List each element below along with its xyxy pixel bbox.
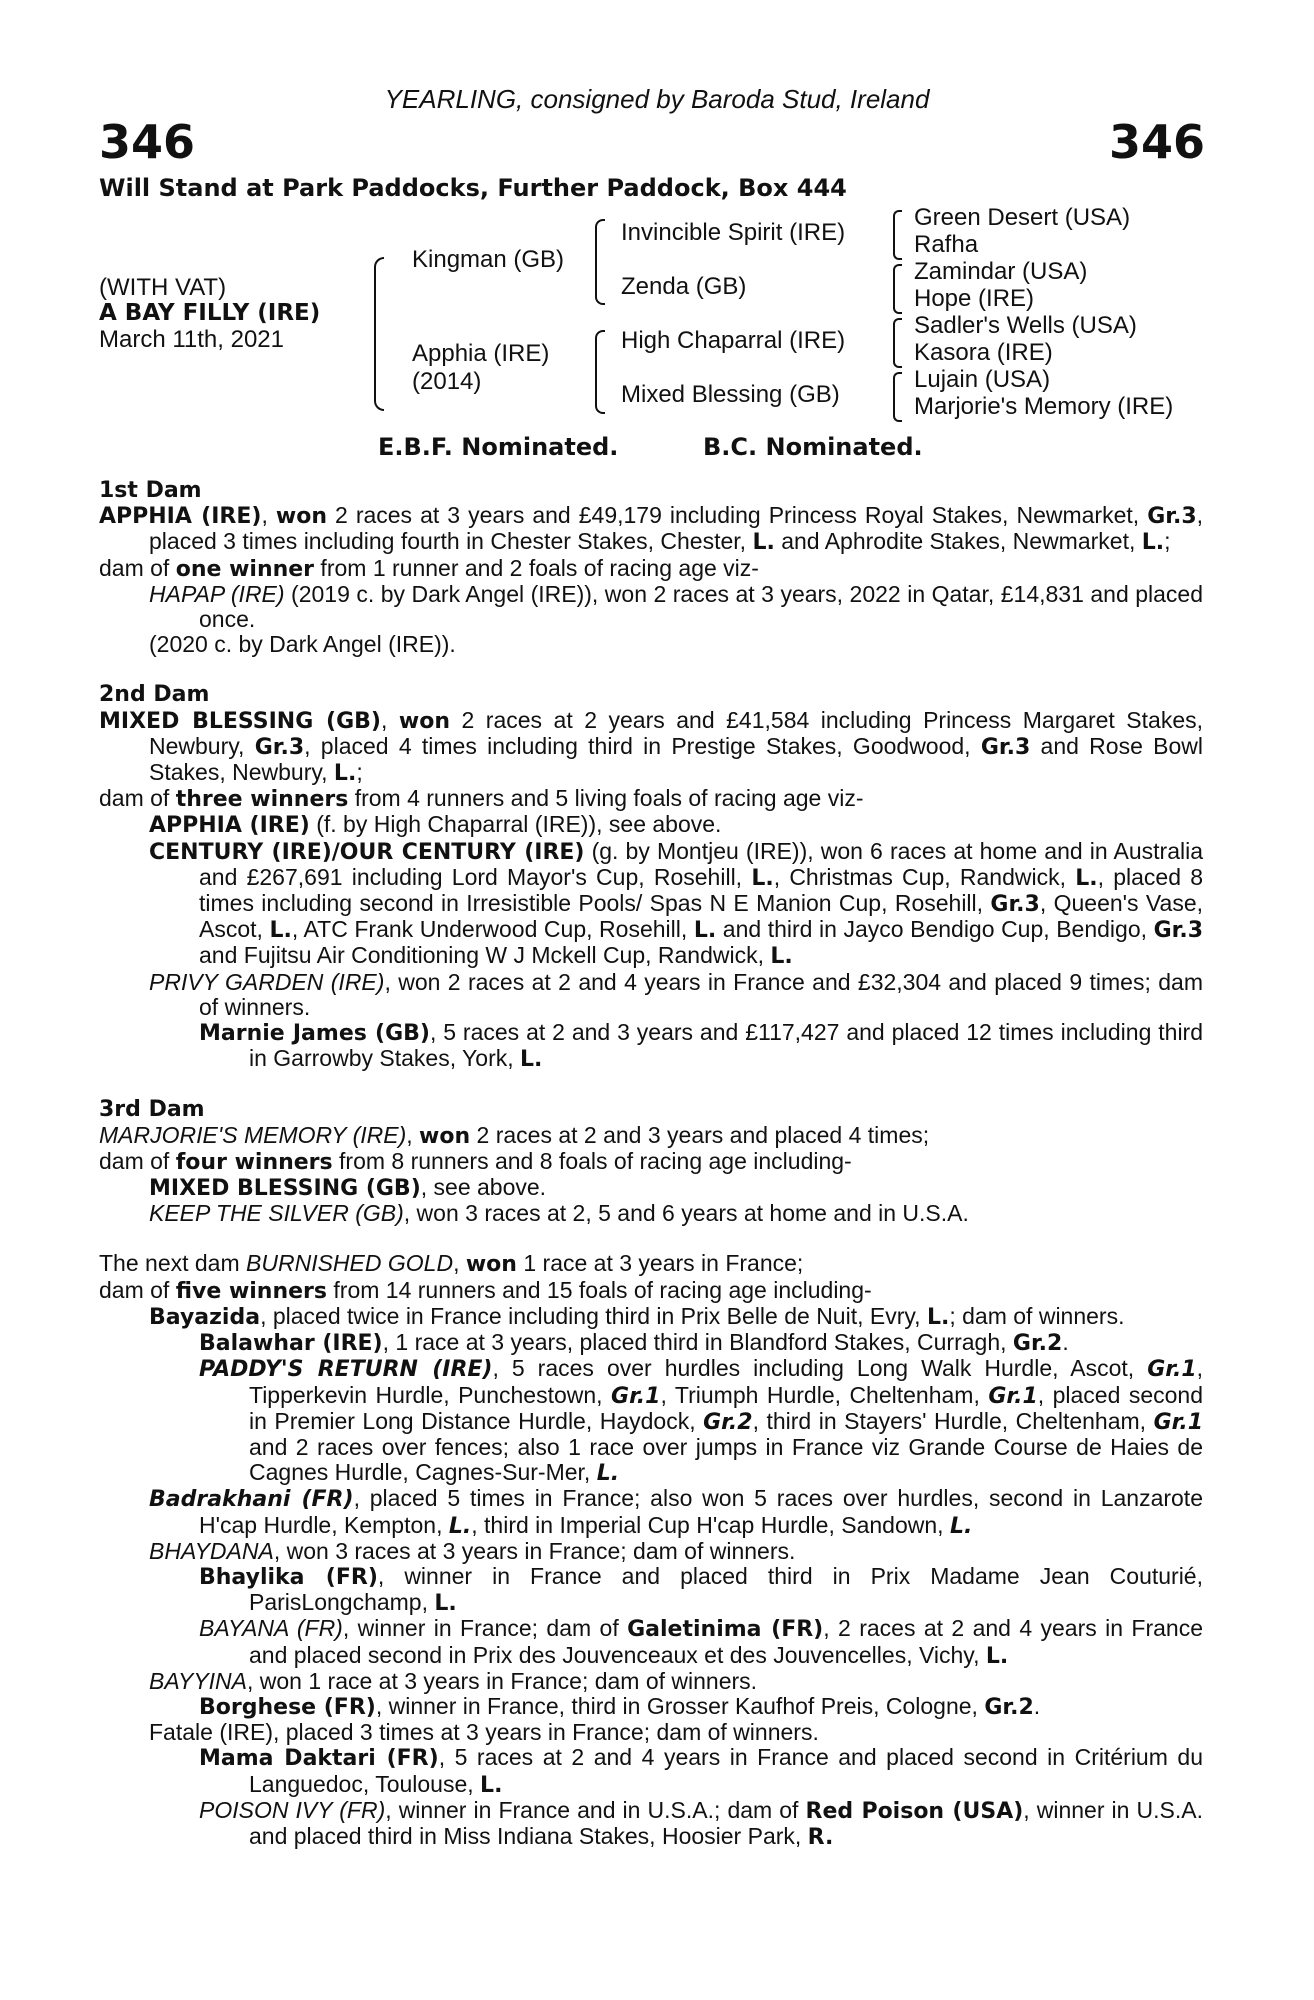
vat-note: (WITH VAT)	[99, 274, 227, 301]
third-dam-record: MARJORIE'S MEMORY (IRE), won 2 races at 2 and 3 years and placed 4 times;	[99, 1121, 930, 1149]
produce-entry: KEEP THE SILVER (GB), won 3 races at 2, 5 and 6 years at home and in U.S.A.	[149, 1200, 969, 1227]
pedigree-brace-sd	[893, 264, 902, 314]
second-dam-record: MIXED BLESSING (GB), won 2 races at 2 years and £41,584 including Princess Margaret Stakes, Newbury, Gr.3, placed 4 times including third in Prestige Stakes, Goodwood, Gr.3 and Rose Bowl Stakes, Newbury, L.;	[99, 706, 1203, 787]
dam-name: Apphia (IRE)	[412, 340, 550, 367]
produce-entry: (2020 c. by Dark Angel (IRE)).	[149, 631, 456, 658]
lot-number-right: 346	[1108, 115, 1205, 169]
produce-entry: CENTURY (IRE)/OUR CENTURY (IRE) (g. by Montjeu (IRE)), won 6 races at home and in Australia and £267,691 including Lord Mayor's Cup, Rosehill, L., Christmas Cup, Randwick, L., placed 8 times including second in Irresistible Pools/ Spas N E Manion Cup, Rosehill, Gr.3, Queen's Vase, Ascot, L., ATC Frank Underwood Cup, Rosehill, L. and third in Jayco Bendigo Cup, Bendigo, Gr.3 and Fujitsu Air Conditioning W J Mckell Cup, Randwick, L.	[149, 837, 1204, 970]
produce-entry: Marnie James (GB), 5 races at 2 and 3 years and £117,427 and placed 12 times including third in Garrowby Stakes, York, L.	[199, 1019, 1204, 1073]
produce-entry: APPHIA (IRE) (f. by High Chaparral (IRE)), see above.	[149, 811, 722, 839]
pedigree-brace-ds	[893, 318, 902, 368]
first-dam-produce-summary: dam of one winner from 1 runner and 2 foals of racing age viz-	[99, 554, 759, 582]
stand-location: Will Stand at Park Paddocks, Further Paddock, Box 444	[99, 174, 847, 202]
produce-entry: BHAYDANA, won 3 races at 3 years in France; dam of winners.	[149, 1537, 796, 1564]
produce-entry: Borghese (FR), winner in France, third in Grosser Kaufhof Preis, Cologne, Gr.2.	[199, 1692, 1041, 1720]
produce-entry: MIXED BLESSING (GB), see above.	[149, 1174, 547, 1202]
consignment-line: YEARLING, consigned by Baroda Stud, Ireland	[384, 84, 930, 114]
horse-name: A BAY FILLY (IRE)	[99, 300, 321, 326]
ped-ddd: Marjorie's Memory (IRE)	[914, 393, 1174, 420]
foaling-date: March 11th, 2021	[99, 326, 285, 353]
produce-entry: HAPAP (IRE) (2019 c. by Dark Angel (IRE)), won 2 races at 3 years, 2022 in Qatar, £14,831 and placed once.	[149, 580, 1203, 633]
pedigree-brace-sire	[595, 219, 605, 305]
produce-entry: Fatale (IRE), placed 3 times at 3 years in France; dam of winners.	[149, 1719, 819, 1746]
produce-entry: PRIVY GARDEN (IRE), won 2 races at 2 and 4 years in France and £32,304 and placed 9 times; dam of winners.	[149, 968, 1203, 1020]
produce-entry: Balawhar (IRE), 1 race at 3 years, placed third in Blandford Stakes, Curragh, Gr.2.	[199, 1329, 1069, 1357]
produce-entry: Bhaylika (FR), winner in France and placed third in Prix Madame Jean Couturié, ParisLongchamp, L.	[199, 1562, 1203, 1617]
ped-dss: Sadler's Wells (USA)	[914, 312, 1137, 339]
second-dam-heading: 2nd Dam	[99, 682, 210, 708]
ped-dsd: Kasora (IRE)	[914, 339, 1053, 366]
ped-sds: Zamindar (USA)	[914, 258, 1088, 285]
ped-sss: Green Desert (USA)	[914, 204, 1131, 231]
next-dam-produce-summary: dam of five winners from 14 runners and 15 foals of racing age including-	[99, 1276, 872, 1304]
produce-entry: BAYANA (FR), winner in France; dam of Galetinima (FR), 2 races at 2 and 4 years in France and placed second in Prix des Jouvenceaux et des Jouvencelles, Vichy, L.	[199, 1615, 1203, 1669]
ebf-nominated: E.B.F. Nominated.	[378, 433, 619, 461]
bc-nominated: B.C. Nominated.	[703, 433, 923, 461]
second-dam-produce-summary: dam of three winners from 4 runners and 5 living foals of racing age viz-	[99, 785, 864, 813]
produce-entry: BAYYINA, won 1 race at 3 years in France; dam of winners.	[149, 1667, 758, 1694]
dam-dam: Mixed Blessing (GB)	[621, 381, 840, 408]
ped-ssd: Rafha	[914, 231, 979, 258]
dam-name: APPHIA (IRE)	[99, 504, 262, 530]
lot-number-left: 346	[99, 115, 196, 169]
produce-entry: PADDY'S RETURN (IRE), 5 races over hurdles including Long Walk Hurdle, Ascot, Gr.1, Tipperkevin Hurdle, Punchestown, Gr.1, Triumph Hurdle, Cheltenham, Gr.1, placed second in Premier Long Distance Hurdle, Haydock, Gr.2, third in Stayers' Hurdle, Cheltenham, Gr.1 and 2 races over fences; also 1 race over jumps in France viz Grande Course de Haies de Cagnes Hurdle, Cagnes-Sur-Mer, L.	[199, 1355, 1204, 1487]
pedigree-brace-dd	[893, 372, 902, 422]
catalogue-body	[99, 478, 1203, 1850]
sire-sire: Invincible Spirit (IRE)	[621, 219, 846, 246]
dam-sire: High Chaparral (IRE)	[621, 327, 846, 354]
dam-year: (2014)	[412, 368, 482, 395]
pedigree-brace-main	[374, 257, 384, 411]
first-dam-record: APPHIA (IRE), won 2 races at 3 years and £49,179 including Princess Royal Stakes, Newmarket, Gr.3, placed 3 times including fourth in Chester Stakes, Chester, L. and Aphrodite Stakes, Newmarket, L.;	[99, 502, 1204, 556]
third-dam-produce-summary: dam of four winners from 8 runners and 8 foals of racing age including-	[99, 1147, 852, 1175]
next-dam-record: The next dam BURNISHED GOLD, won 1 race at 3 years in France;	[99, 1250, 804, 1278]
pedigree-brace-ss	[893, 210, 902, 260]
produce-entry: POISON IVY (FR), winner in France and in U.S.A.; dam of Red Poison (USA), winner in U.S.A. and placed third in Miss Indiana Stakes, Hoosier Park, R.	[199, 1796, 1203, 1850]
sire-name: Kingman (GB)	[412, 246, 565, 273]
pedigree-brace-dam	[595, 330, 605, 414]
produce-entry: Mama Daktari (FR), 5 races at 2 and 4 years in France and placed second in Critérium du Languedoc, Toulouse, L.	[199, 1744, 1203, 1798]
ped-dds: Lujain (USA)	[914, 366, 1051, 393]
produce-entry: Bayazida, placed twice in France including third in Prix Belle de Nuit, Evry, L.; dam of winners.	[149, 1302, 1125, 1330]
ped-sdd: Hope (IRE)	[914, 285, 1035, 312]
produce-entry: Badrakhani (FR), placed 5 times in France; also won 5 races over hurdles, second in Lanzarote H'cap Hurdle, Kempton, L., third in Imperial Cup H'cap Hurdle, Sandown, L.	[149, 1485, 1203, 1539]
first-dam-heading: 1st Dam	[99, 478, 202, 503]
third-dam-heading: 3rd Dam	[99, 1097, 205, 1123]
sire-dam: Zenda (GB)	[621, 273, 747, 300]
